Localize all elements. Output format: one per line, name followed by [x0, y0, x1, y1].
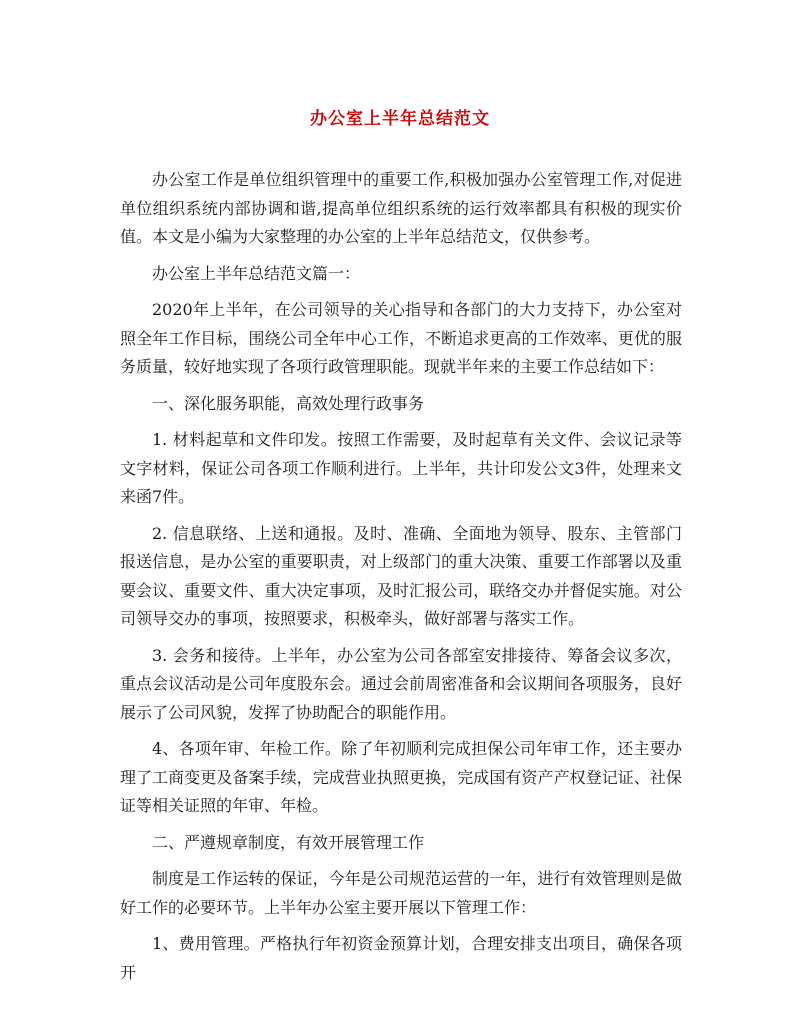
paragraph-heading-2: 二、严遵规章制度，有效开展管理工作: [152, 832, 425, 852]
paragraph-item-1: 1. 材料起草和文件印发。按照工作需要，及时起草有关文件、会议记录等文字材料，保证公司各项工作顺利进行。上半年，共计印发公文3件，处理来文来函7件。: [120, 430, 682, 506]
paragraph-cost-management: 1、费用管理。严格执行年初资金预算计划，合理安排支出项目，确保各项开: [120, 934, 682, 982]
paragraph-item-4: 4、各项年审、年检工作。除了年初顺利完成担保公司年审工作，还主要办理了工商变更及备案手续，完成营业执照更换，完成国有资产产权登记证、社保证等相关证照的年审、年检。: [120, 739, 682, 815]
paragraph-heading-1: 一、深化服务职能，高效处理行政事务: [152, 393, 425, 413]
paragraph-item-2: 2. 信息联络、上送和通报。及时、准确、全面地为领导、股东、主管部门报送信息，是办公室的重要职责，对上级部门的重大决策、重要工作部署以及重要会议、重要文件、重大决定事项，及时汇报公司，联络交办并督促实施。对公司领导交办的事项，按照要求，积极牵头，做好部署与落实工作。: [120, 523, 682, 628]
paragraph-intro: 办公室工作是单位组织管理中的重要工作,积极加强办公室管理工作,对促进单位组织系统内部协调和谐,提高单位组织系统的运行效率都具有积极的现实价值。本文是小编为大家整理的办公室的上半年总结范文，仅供参考。: [120, 170, 682, 246]
document-body: [120, 166, 682, 995]
paragraph-summary: 2020年上半年，在公司领导的关心指导和各部门的大力支持下，办公室对照全年工作目标，围绕公司全年中心工作，不断追求更高的工作效率、更优的服务质量，较好地实现了各项行政管理职能。现就半年来的主要工作总结如下：: [120, 300, 682, 376]
document-title: 办公室上半年总结范文: [310, 109, 490, 129]
paragraph-section-heading: 办公室上半年总结范文篇一：: [152, 263, 361, 283]
paragraph-item-3: 3. 会务和接待。上半年，办公室为公司各部室安排接待、筹备会议多次，重点会议活动是公司年度股东会。通过会前周密准备和会议期间各项服务，良好展示了公司风貌，发挥了协助配合的职能作用。: [120, 645, 682, 722]
paragraph-management-intro: 制度是工作运转的保证，今年是公司规范运营的一年，进行有效管理则是做好工作的必要环节。上半年办公室主要开展以下管理工作：: [120, 869, 682, 917]
